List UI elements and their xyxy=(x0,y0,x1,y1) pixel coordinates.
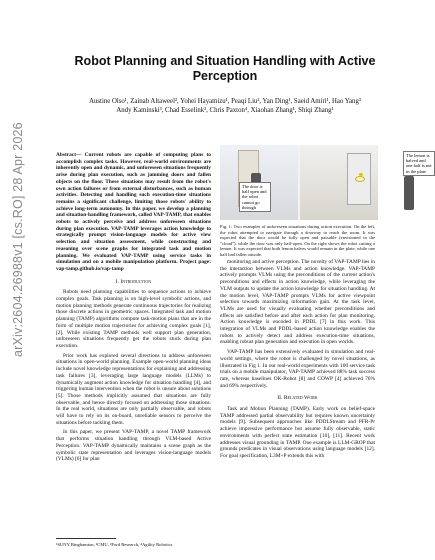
paragraph: monitoring and active perception. The novelty of VAP-TAMP lies in the interaction between VLMs and action knowledge. VAP-TAMP actively prompts VLMs using the preconditions of the current action's preconditions and effects in action knowledge, while leveraging the VLM outputs to update the action knowledge for situation handling. At the motion level, VAP-TAMP prompts VLMs for active viewpoint selection towards maximizing information gain. At the task level, VLMs are used for visually evaluating whether preconditions and effects are satisfied before and after each action for plan monitoring. Action knowledge is encoded in PDDL [7] in this work. This integration of VLMs and PDDL-based action knowledge enables the robots to actively detect and address execution-time situations, enabling robust plan generation and execution in open worlds. xyxy=(220,259,375,346)
author-line: Austine Olso¹, Zainab Altaweel², Yohei Hayamizu¹, Peaqi Liu², Yan Ding¹, Saeid Amiri¹, Hao Yang³ xyxy=(89,98,361,105)
door-callout: The door is half open and the robot cannot go through xyxy=(239,182,271,212)
figure-1 xyxy=(220,145,432,220)
right-column xyxy=(220,259,375,463)
related-work-heading: II. Related Work xyxy=(277,395,318,402)
author-line: Andy Kaminski³, Chad Esselink³, Chris Paxton⁴, Xiaohan Zhang¹, Shiqi Zhang¹ xyxy=(116,107,334,114)
paragraph: Robots need planning capabilities to sequence actions to achieve complex goals. Task planning is on high-level symbolic actions, and motion planning methods generate continuous trajectories for realizing those discrete actions in geometric spaces. Integrated task and motion planning (TAMP) algorithms compute task-motion plans that are in the form of multiple motion trajectories for achieving complex goals [1], [2]. While existing TAMP methods well support plan generation, unforeseen situations frequently get the robots stuck during plan execution. xyxy=(56,289,211,349)
paragraph: VAP-TAMP has been extensively evaluated in simulation and real-world settings, where the robot is challenged by novel situations, as illustrated in Fig 1. In our real-world experiments with 100 service task trials on a mobile manipulator, VAP-TAMP achieved 88% task success rate, whereas baselines OK-Robot [8] and COWP [4] achieved 76% and 69% respectively. xyxy=(220,349,375,389)
lemon-photo xyxy=(300,145,432,220)
figure-caption: Fig. 1: Two examples of unforeseen situations during action execution. On the left, the robot attempted to navigate through a doorway to reach the room. It was expected that the door would be fully open and passable (envisioned in the "cloud"), while the door was only half-open. On the right shows the robot cutting a lemon. It was expected that both lemon halves would remain in the plate, while one half had fallen outside. xyxy=(220,224,375,257)
paragraph: Prior work has explored several directions to address unforeseen situations in open-world planning. Example open-world planning ideas include novel knowledge representations for explaining and addressing task failures [3], leveraging large language models (LLMs) to dynamically augment action knowledge for situation handling [4], and triggering human intervention when the robot is unsure about solutions [5]. Those methods implicitly assumed that situations are fully observable, and hence directly focused on addressing those situations. In the real world, situations are only partially observable, and robots will have to rely on its on-board, unreliable sensors to perceive the situations before tackling them. xyxy=(56,352,211,426)
plate-icon xyxy=(355,176,365,182)
paragraph: Task and Motion Planning (TAMP). Early work on belief-space TAMP addressed partial observability but requires known uncertainty models [9]. Subsequent approaches like PDDLStream and PFR-Pr achieve impressive performance but assume fully observable, static environments with perfect state estimation [10], [11]. Recent work addresses visual grounding in TAMP. One example is LLM-GROP that grounds predicates in visual observations using language models [12]. For goal specification, L3M+P extends this with xyxy=(220,406,375,459)
author-list xyxy=(70,97,380,115)
introduction-heading: I. Introduction xyxy=(115,278,152,285)
door-photo xyxy=(220,145,298,220)
lemon-icon xyxy=(359,173,363,176)
arxiv-identifier: arXiv:2604.26988v1 [cs.RO] 28 Apr 2026 xyxy=(11,122,25,357)
lemon-callout: The lemon is halved and one half is not in the plate xyxy=(403,151,435,176)
left-column xyxy=(56,152,211,466)
abstract: Abstract— Current robots are capable of computing plans to accomplish complex tasks. However, real-world environments are inherently open and dynamic, and unforeseen situations frequently arise during plan execution, such as jamming doors and fallen objects on the floor. These situations may result from the robot's own action failures or from external disturbances, such as human activities. Detecting and handling such execution-time situations remains a significant challenge, limiting those robots' ability to achieve long-term autonomy. In this paper, we develop a planning and situation-handling framework, called VAP-TAMP, that enables robots to actively perceive and address unforeseen situations during plan execution. VAP-TAMP leverages action knowledge to strategically prompt vision-language models for active view selection and situation assessment, while constructing and reasoning over scene graphs for integrated task and motion planning. We evaluated VAP-TAMP using service tasks in simulation and on a mobile manipulation platform. Project page: vap-tamp.github.io/vap-tamp xyxy=(56,152,211,272)
footnote-rule xyxy=(56,538,116,539)
paper-title: Robot Planning and Situation Handling with Active Perception xyxy=(74,54,376,83)
paragraph: In this paper, we present VAP-TAMP, a novel TAMP framework that performs situation handling through VLM-based Active Perception. VAP-TAMP dynamically maintains a scene graph as the symbolic state representation and leverages vision-language models (VLMs) [6] for plan xyxy=(56,429,211,463)
footnote: ¹SUNY Binghamton, ²CMU, ³Ford Research, ⁴Agility Robotics xyxy=(56,542,173,547)
robot-icon xyxy=(404,176,414,210)
